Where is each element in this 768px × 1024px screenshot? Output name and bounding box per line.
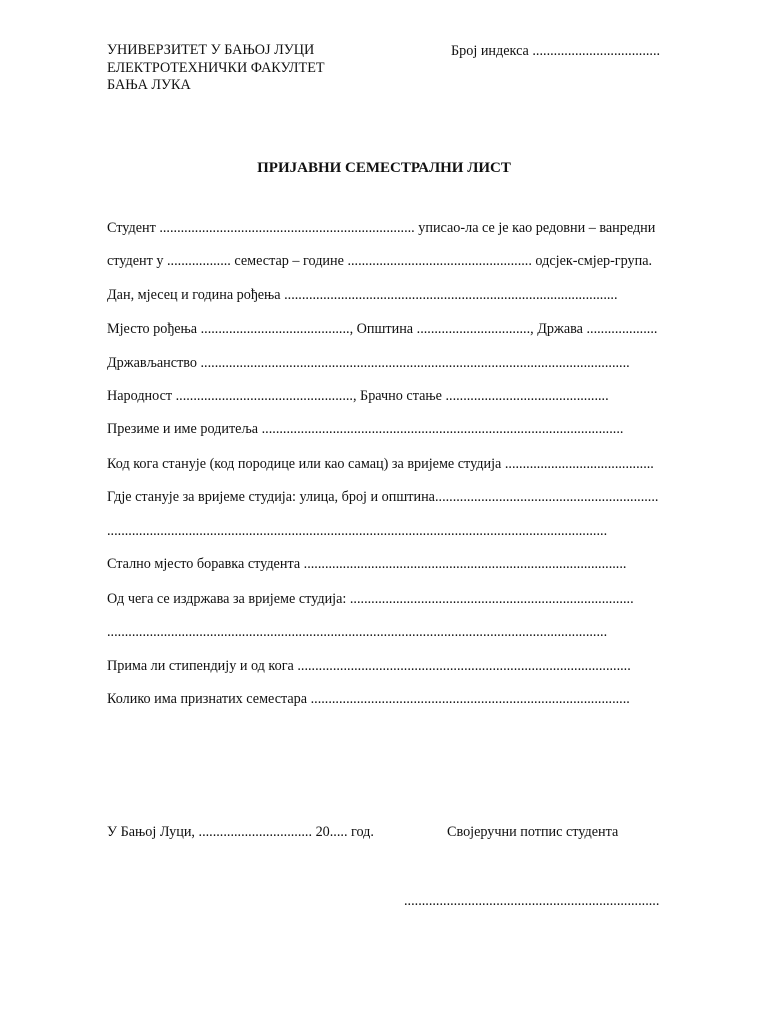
index-number-field: Број индекса ....................................: [451, 43, 661, 59]
signature-line: ........................................................................: [404, 893, 660, 909]
form-row-address-cont: .............................................................................................................................................: [107, 523, 608, 539]
form-row-support-cont: .............................................................................................................................................: [107, 624, 608, 640]
form-row-birthplace: Мјесто рођења .........................................., Општина ................................, Држава ....................: [107, 321, 658, 337]
form-row-student: Студент ........................................................................ уписао-ла се је као редовни – ванредни: [107, 220, 656, 236]
form-row-living-with: Код кога станује (код породице или као самац) за вријеме студија ..........................................: [107, 456, 654, 472]
form-row-support: Од чега се издржава за вријеме студија: ................................................................................: [107, 591, 634, 607]
document-title: ПРИЈАВНИ СЕМЕСТРАЛНИ ЛИСТ: [257, 160, 511, 176]
place-date-field: У Бањој Луци, ................................ 20..... год.: [107, 824, 374, 840]
form-row-address: Гдје станује за вријеме студија: улица, број и општина...............................................................: [107, 489, 659, 505]
form-row-recognized-semesters: Колико има признатих семестара ..........................................................................................: [107, 691, 630, 707]
form-row-nationality: Народност .................................................., Брачно стање ..............................................: [107, 388, 609, 404]
signature-label: Својеручни потпис студента: [447, 824, 619, 840]
form-row-parent-name: Презиме и име родитеља ......................................................................................................: [107, 421, 624, 437]
form-row-birth-date: Дан, мјесец и година рођења ..............................................................................................: [107, 287, 618, 303]
form-row-semester: студент у .................. семестар – године .................................................... одсјек-смјер-група.: [107, 253, 653, 269]
form-row-citizenship: Држављанство .........................................................................................................................: [107, 355, 630, 371]
form-row-permanent-residence: Стално мјесто боравка студента ...........................................................................................: [107, 556, 627, 572]
faculty-name: ЕЛЕКТРОТЕХНИЧКИ ФАКУЛТЕТ: [107, 60, 325, 76]
city-name: БАЊА ЛУКА: [107, 77, 191, 93]
university-name: УНИВЕРЗИТЕТ У БАЊОЈ ЛУЦИ: [107, 42, 315, 58]
form-row-scholarship: Прима ли стипендију и од кога ..............................................................................................: [107, 658, 631, 674]
